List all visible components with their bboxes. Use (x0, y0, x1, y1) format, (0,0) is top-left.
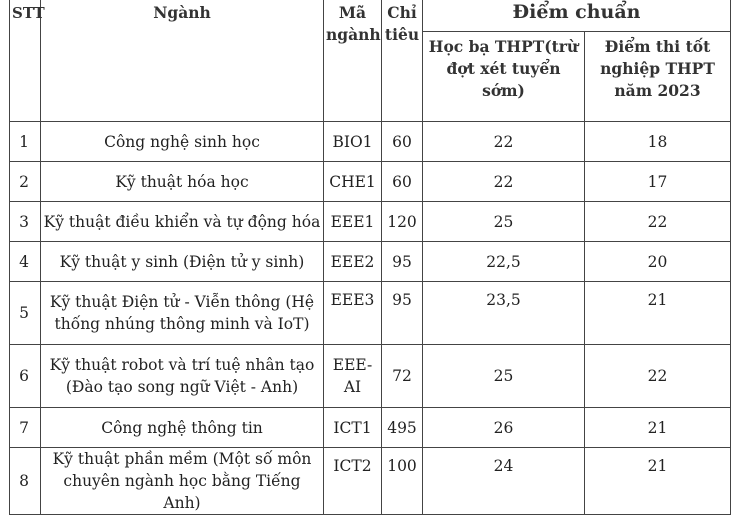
cell-ma-nganh: ICT2 (324, 448, 382, 515)
cell-chi-tieu: 495 (382, 408, 423, 448)
table-row (10, 345, 731, 408)
table-row (10, 242, 731, 282)
cell-stt: 2 (10, 162, 41, 202)
cell-stt: 1 (10, 122, 41, 162)
table-row (10, 282, 731, 345)
cell-hoc-ba: 26 (423, 408, 585, 448)
admission-scores-table (9, 0, 731, 515)
cell-ma-nganh: EEE2 (324, 242, 382, 282)
cell-chi-tieu: 60 (382, 122, 423, 162)
cell-chi-tieu: 120 (382, 202, 423, 242)
cell-ma-nganh: ICT1 (324, 408, 382, 448)
header-hoc-ba: Học bạ THPT(trừ đợt xét tuyển sớm) (423, 32, 585, 122)
table-row (10, 448, 731, 515)
header-stt: STT (10, 0, 41, 122)
table-row (10, 202, 731, 242)
cell-nganh: Kỹ thuật y sinh (Điện tử y sinh) (41, 242, 324, 282)
cell-hoc-ba: 22 (423, 122, 585, 162)
cell-ma-nganh: BIO1 (324, 122, 382, 162)
cell-hoc-ba: 24 (423, 448, 585, 515)
cell-diem-thi: 22 (585, 345, 731, 408)
cell-nganh: Kỹ thuật hóa học (41, 162, 324, 202)
header-diem-chuan: Điểm chuẩn (423, 0, 731, 32)
cell-stt: 4 (10, 242, 41, 282)
cell-chi-tieu: 72 (382, 345, 423, 408)
cell-stt: 3 (10, 202, 41, 242)
cell-hoc-ba: 23,5 (423, 282, 585, 345)
cell-nganh: Kỹ thuật điều khiển và tự động hóa (41, 202, 324, 242)
header-diem-thi: Điểm thi tốt nghiệp THPT năm 2023 (585, 32, 731, 122)
cell-chi-tieu: 95 (382, 242, 423, 282)
cell-nganh: Công nghệ sinh học (41, 122, 324, 162)
cell-diem-thi: 21 (585, 282, 731, 345)
cell-hoc-ba: 22 (423, 162, 585, 202)
cell-diem-thi: 18 (585, 122, 731, 162)
cell-nganh: Kỹ thuật robot và trí tuệ nhân tạo (Đào tạo song ngữ Việt - Anh) (41, 345, 324, 408)
cell-stt: 8 (10, 448, 41, 515)
cell-diem-thi: 21 (585, 408, 731, 448)
header-chi-tieu: Chỉ tiêu (382, 0, 423, 122)
cell-nganh: Công nghệ thông tin (41, 408, 324, 448)
cell-nganh: Kỹ thuật Điện tử - Viễn thông (Hệ thống nhúng thông minh và IoT) (41, 282, 324, 345)
cell-hoc-ba: 25 (423, 345, 585, 408)
cell-chi-tieu: 100 (382, 448, 423, 515)
cell-diem-thi: 17 (585, 162, 731, 202)
cell-diem-thi: 21 (585, 448, 731, 515)
cell-nganh: Kỹ thuật phần mềm (Một số môn chuyên ngành học bằng Tiếng Anh) (41, 448, 324, 515)
table-row (10, 408, 731, 448)
header-nganh: Ngành (41, 0, 324, 122)
cell-hoc-ba: 22,5 (423, 242, 585, 282)
cell-chi-tieu: 60 (382, 162, 423, 202)
cell-hoc-ba: 25 (423, 202, 585, 242)
cell-diem-thi: 22 (585, 202, 731, 242)
header-ma-nganh: Mã ngành (324, 0, 382, 122)
cell-ma-nganh: EEE1 (324, 202, 382, 242)
cell-stt: 6 (10, 345, 41, 408)
cell-stt: 5 (10, 282, 41, 345)
table-row (10, 122, 731, 162)
cell-diem-thi: 20 (585, 242, 731, 282)
table-body (10, 122, 731, 515)
cell-stt: 7 (10, 408, 41, 448)
cell-chi-tieu: 95 (382, 282, 423, 345)
table-row (10, 162, 731, 202)
cell-ma-nganh: CHE1 (324, 162, 382, 202)
cell-ma-nganh: EEE3 (324, 282, 382, 345)
cell-ma-nganh: EEE-AI (324, 345, 382, 408)
